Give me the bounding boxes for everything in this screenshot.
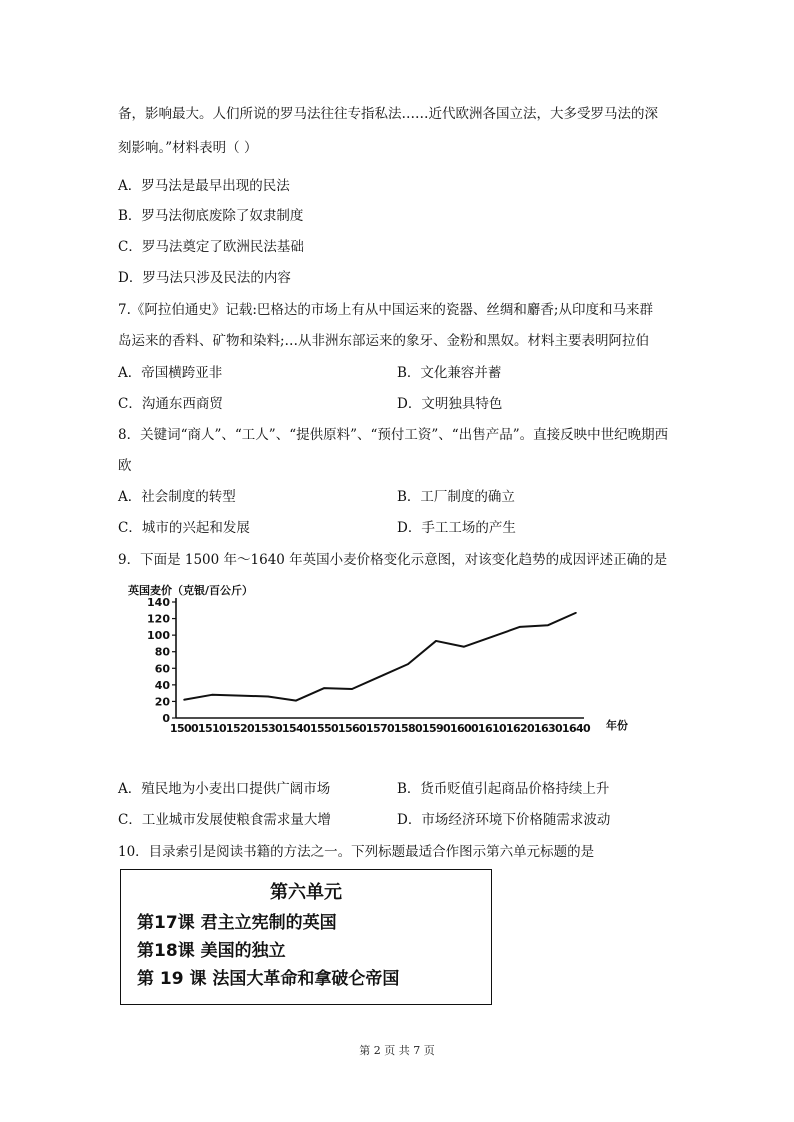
data-point xyxy=(211,694,213,696)
data-point xyxy=(519,626,521,628)
q8-option-d[interactable]: D．手工工场的产生 xyxy=(397,520,516,536)
page-footer: 第 2 页 共 7 页 xyxy=(359,1044,435,1057)
data-point xyxy=(407,663,409,665)
q7-stem-line2: 岛运来的香料、矿物和染料;…从非洲东部运来的象牙、金粉和黑奴。材料主要表明阿拉伯 xyxy=(118,333,650,349)
x-tick-label: 1630 xyxy=(533,722,563,735)
data-point xyxy=(463,646,465,648)
data-point xyxy=(267,696,269,698)
wheat-price-chart-svg xyxy=(118,580,638,740)
x-tick-label: 1600 xyxy=(449,722,479,735)
q8-stem-line2: 欧 xyxy=(118,458,132,474)
q9-option-d[interactable]: D．市场经济环境下价格随需求波动 xyxy=(397,812,611,828)
x-tick-label: 1580 xyxy=(393,722,423,735)
q6-option-c[interactable]: C．罗马法奠定了欧洲民法基础 xyxy=(118,239,304,255)
x-tick-label: 1560 xyxy=(337,722,367,735)
data-point xyxy=(379,676,381,678)
q9-option-a[interactable]: A．殖民地为小麦出口提供广阔市场 xyxy=(118,781,331,797)
x-tick-label: 1540 xyxy=(281,722,311,735)
x-tick-label: 1610 xyxy=(477,722,507,735)
data-point xyxy=(239,695,241,697)
y-tick-label: 120 xyxy=(147,612,170,626)
data-point xyxy=(575,612,577,614)
lesson-18-row: 第18课 美国的独立 xyxy=(137,941,286,961)
x-tick-label: 1550 xyxy=(309,722,339,735)
x-tick-label: 1590 xyxy=(421,722,451,735)
data-point xyxy=(183,699,185,701)
x-tick-label: 1620 xyxy=(505,722,535,735)
y-tick-label: 140 xyxy=(147,596,170,609)
q7-option-d[interactable]: D．文明独具特色 xyxy=(397,396,503,412)
y-tick-label: 40 xyxy=(154,678,170,692)
lesson-19-row: 第 19 课 法国大革命和拿破仑帝国 xyxy=(137,969,400,989)
data-point xyxy=(323,687,325,689)
q7-option-a[interactable]: A．帝国横跨亚非 xyxy=(118,365,223,381)
q6-option-a[interactable]: A．罗马法是最早出现的民法 xyxy=(118,178,290,194)
x-tick-label: 1640 xyxy=(561,722,591,735)
x-tick-label: 1500 xyxy=(169,722,199,735)
q6-stem-line2: 刻影响。”材料表明（ ） xyxy=(118,140,258,156)
x-tick-label: 1530 xyxy=(253,722,283,735)
q6-option-b[interactable]: B．罗马法彻底废除了奴隶制度 xyxy=(118,208,304,224)
y-tick-label: 100 xyxy=(147,629,170,643)
data-point xyxy=(547,624,549,626)
x-axis-title: 年份 xyxy=(606,719,628,732)
y-tick-label: 0 xyxy=(162,712,170,725)
q9-stem-line1: 9．下面是 1500 年～1640 年英国小麦价格变化示意图，对该变化趋势的成因评述正确的是 xyxy=(118,552,668,568)
data-point xyxy=(351,688,353,690)
y-tick-label: 60 xyxy=(154,662,170,676)
data-point xyxy=(435,640,437,642)
q7-option-b[interactable]: B．文化兼容并蓄 xyxy=(397,365,502,381)
x-tick-label: 1570 xyxy=(365,722,395,735)
q7-stem-line1: 7.《阿拉伯通史》记载:巴格达的市场上有从中国运来的瓷器、丝绸和麝香;从印度和马来群 xyxy=(118,302,653,318)
y-tick-label: 20 xyxy=(154,695,170,709)
x-tick-label: 1510 xyxy=(197,722,227,735)
q8-stem-line1: 8．关键词“商人”、“工人”、“提供原料”、“预付工资”、“出售产品”。直接反映中世纪晚期西 xyxy=(118,427,669,443)
unit-six-contents-box xyxy=(120,869,492,1005)
lesson-17-row: 第17课 君主立宪制的英国 xyxy=(137,913,337,933)
data-point xyxy=(295,700,297,702)
y-tick-label: 80 xyxy=(154,645,170,659)
unit-title: 第六单元 xyxy=(270,882,342,903)
x-tick-label: 1520 xyxy=(225,722,255,735)
q7-option-c[interactable]: C．沟通东西商贸 xyxy=(118,396,223,412)
data-point xyxy=(491,636,493,638)
q8-option-b[interactable]: B．工厂制度的确立 xyxy=(397,489,515,505)
q9-option-c[interactable]: C．工业城市发展使粮食需求量大增 xyxy=(118,812,331,828)
q10-stem-line1: 10．目录索引是阅读书籍的方法之一。下列标题最适合作图示第六单元标题的是 xyxy=(118,844,595,860)
series-line-wheat-price xyxy=(184,613,576,701)
q9-option-b[interactable]: B．货币贬值引起商品价格持续上升 xyxy=(397,781,610,797)
q8-option-c[interactable]: C．城市的兴起和发展 xyxy=(118,520,250,536)
q6-stem-line1: 备，影响最大。人们所说的罗马法往往专指私法……近代欧洲各国立法，大多受罗马法的深 xyxy=(118,106,658,122)
q6-option-d[interactable]: D．罗马法只涉及民法的内容 xyxy=(118,270,291,286)
q8-option-a[interactable]: A．社会制度的转型 xyxy=(118,489,236,505)
y-axis-title: 英国麦价（克银/百公斤） xyxy=(128,584,254,597)
wheat-price-chart xyxy=(118,580,638,740)
